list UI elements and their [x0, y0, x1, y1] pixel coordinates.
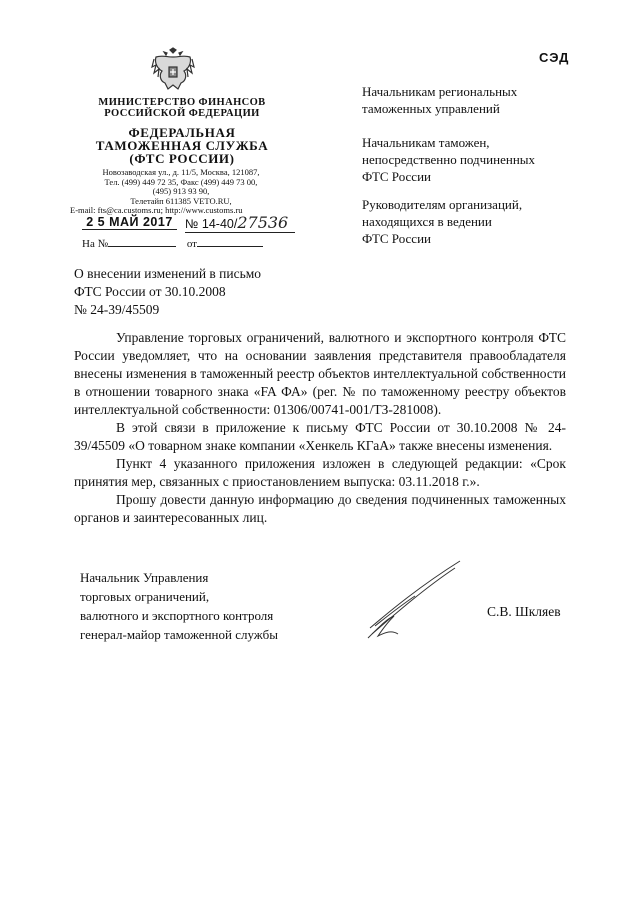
addressee-organizations: Руководителям организаций, находящихся в ведении ФТС России — [362, 197, 523, 246]
number-prefix: № 14-40/ — [185, 217, 238, 231]
registration-date: 2 5 МАЙ 2017 — [82, 215, 177, 230]
signatory-title: Начальник Управления торговых ограничений, валютного и экспортного контроля генерал-майор таможенной службы — [80, 570, 278, 642]
body-paragraph: Прошу довести данную информацию до сведения подчиненных таможенных органов и заинтересованных лиц. — [74, 492, 566, 525]
teletype-line: Телетайп 611385 VETO.RU, — [130, 195, 232, 206]
coat-of-arms-icon — [150, 47, 196, 93]
phone-line-2: (495) 913 93 90, — [152, 186, 210, 196]
body-paragraph: Управление торговых ограничений, валютного и экспортного контроля ФТС России уведомляет, что на основании заявления представителя правообладателя внесены изменения в таможенный реестр объектов интеллектуальной собственности в отношении товарного знака «FA ФА» (рег. № по таможенному реестру объектов интеллектуальной собственности: 01306/00741-001/ТЗ-281008). — [74, 330, 566, 417]
addressee-customs: Начальникам таможен, непосредственно подчиненных ФТС России — [362, 135, 536, 184]
addressee-regional: Начальникам региональных таможенных управлений — [362, 84, 518, 116]
handwritten-number: 27536 — [237, 213, 289, 232]
phone-line: Тел. (499) 449 72 35, Факс (499) 449 73 00, — [104, 176, 258, 187]
letter-body — [74, 329, 566, 527]
agency-name: ФЕДЕРАЛЬНАЯ ТАМОЖЕННАЯ СЛУЖБА (ФТС РОССИИ) — [95, 125, 269, 166]
body-paragraph: Пункт 4 указанного приложения изложен в следующей редакции: «Срок принятия мер, связанных с приостановлением выпуска: 03.11.2018 г.». — [74, 456, 566, 489]
reference-line: На № от — [82, 238, 263, 250]
email-line: E-mail: fts@ca.customs.ru; http://www.customs.ru — [70, 205, 243, 215]
letter-subject: О внесении изменений в письмо ФТС России от 30.10.2008 № 24-39/45509 — [74, 266, 262, 317]
sed-label: СЭД — [539, 50, 570, 65]
registration-number — [185, 213, 295, 233]
ministry-name: МИНИСТЕРСТВО ФИНАНСОВ РОССИЙСКОЙ ФЕДЕРАЦИИ — [98, 97, 266, 119]
signatory-name: С.В. Шкляев — [487, 604, 561, 619]
handwritten-signature — [360, 556, 470, 646]
address-line: Новозаводская ул., д. 11/5, Москва, 121087, — [102, 167, 260, 177]
agency-contacts — [70, 168, 292, 216]
body-paragraph: В этой связи в приложение к письму ФТС России от 30.10.2008 № 24-39/45509 «О товарном знаке компании «Хенкель КГаА» также внесены изменения. — [74, 420, 566, 453]
